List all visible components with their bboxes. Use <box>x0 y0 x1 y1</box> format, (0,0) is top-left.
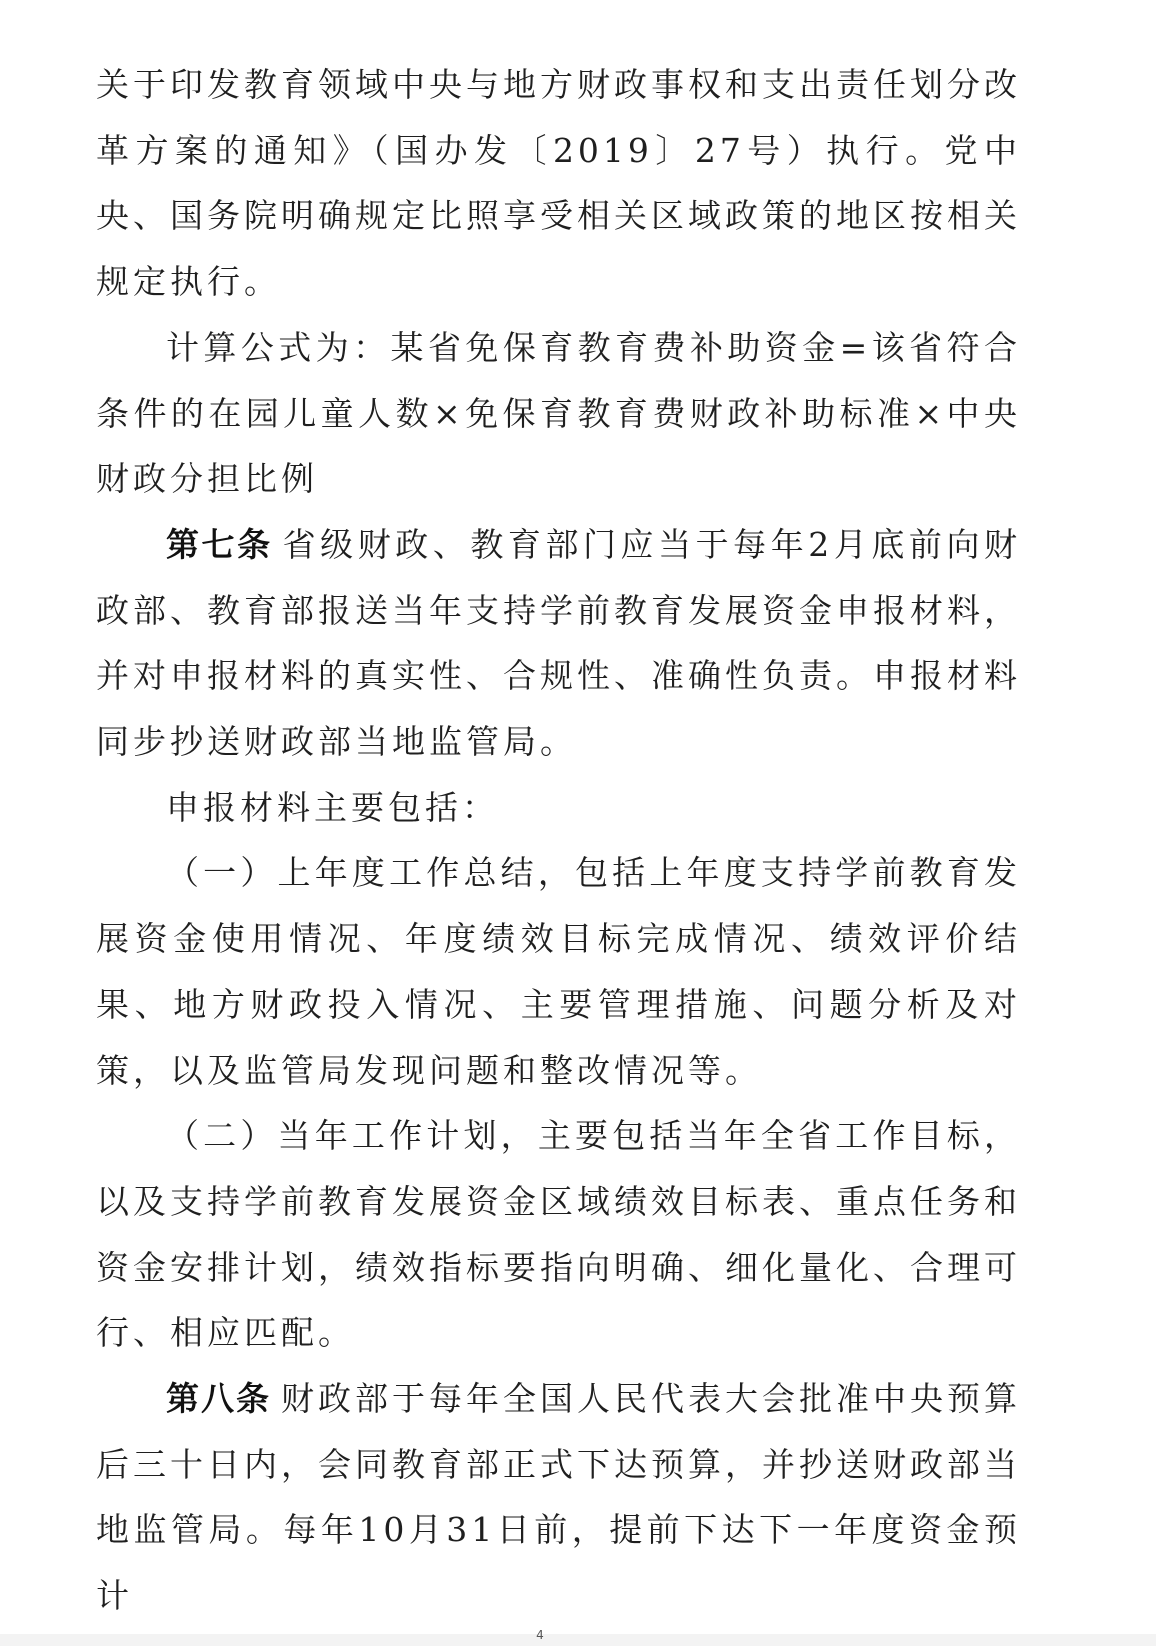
paragraph-item-two <box>96 1103 1021 1366</box>
paragraph-continuation <box>96 52 1021 315</box>
article-heading: 第八条 <box>166 1379 271 1419</box>
page-number: 4 <box>536 1628 544 1642</box>
paragraph-text: （一）上年度工作总结，包括上年度支持学前教育发展资金使用情况、年度绩效目标完成情况、绩效评价结果、地方财政投入情况、主要管理措施、问题分析及对策，以及监管局发现问题和整改情况等。 <box>96 853 1021 1090</box>
paragraph-text: 省级财政、教育部门应当于每年2月底前向财政部、教育部报送当年支持学前教育发展资金申报材料，并对申报材料的真实性、合规性、准确性负责。申报材料同步抄送财政部当地监管局。 <box>96 524 1021 762</box>
document-body <box>96 52 1021 1629</box>
article-heading: 第七条 <box>166 524 273 564</box>
paragraph-text: 计算公式为：某省免保育教育费补助资金=该省符合条件的在园儿童人数×免保育教育费财政补助标准×中央财政分担比例 <box>96 327 1021 499</box>
paragraph-text: 财政部于每年全国人民代表大会批准中央预算后三十日内，会同教育部正式下达预算，并抄送财政部当地监管局。每年10月31日前，提前下达下一年度资金预计 <box>96 1379 1021 1616</box>
page-bottom-edge <box>0 1634 1156 1646</box>
paragraph-materials-intro <box>96 775 1021 841</box>
paragraph-text: （二）当年工作计划，主要包括当年全省工作目标，以及支持学前教育发展资金区域绩效目标表、重点任务和资金安排计划，绩效指标要指向明确、细化量化、合理可行、相应匹配。 <box>96 1116 1021 1353</box>
paragraph-text: 申报材料主要包括： <box>166 787 499 827</box>
paragraph-formula <box>96 315 1021 512</box>
paragraph-text: 关于印发教育领域中央与地方财政事权和支出责任划分改革方案的通知》（国办发〔2019〕27号）执行。党中央、国务院明确规定比照享受相关区域政策的地区按相关规定执行。 <box>96 65 1021 302</box>
paragraph-item-one <box>96 840 1021 1103</box>
article-eight <box>96 1366 1021 1629</box>
article-seven <box>96 512 1021 775</box>
